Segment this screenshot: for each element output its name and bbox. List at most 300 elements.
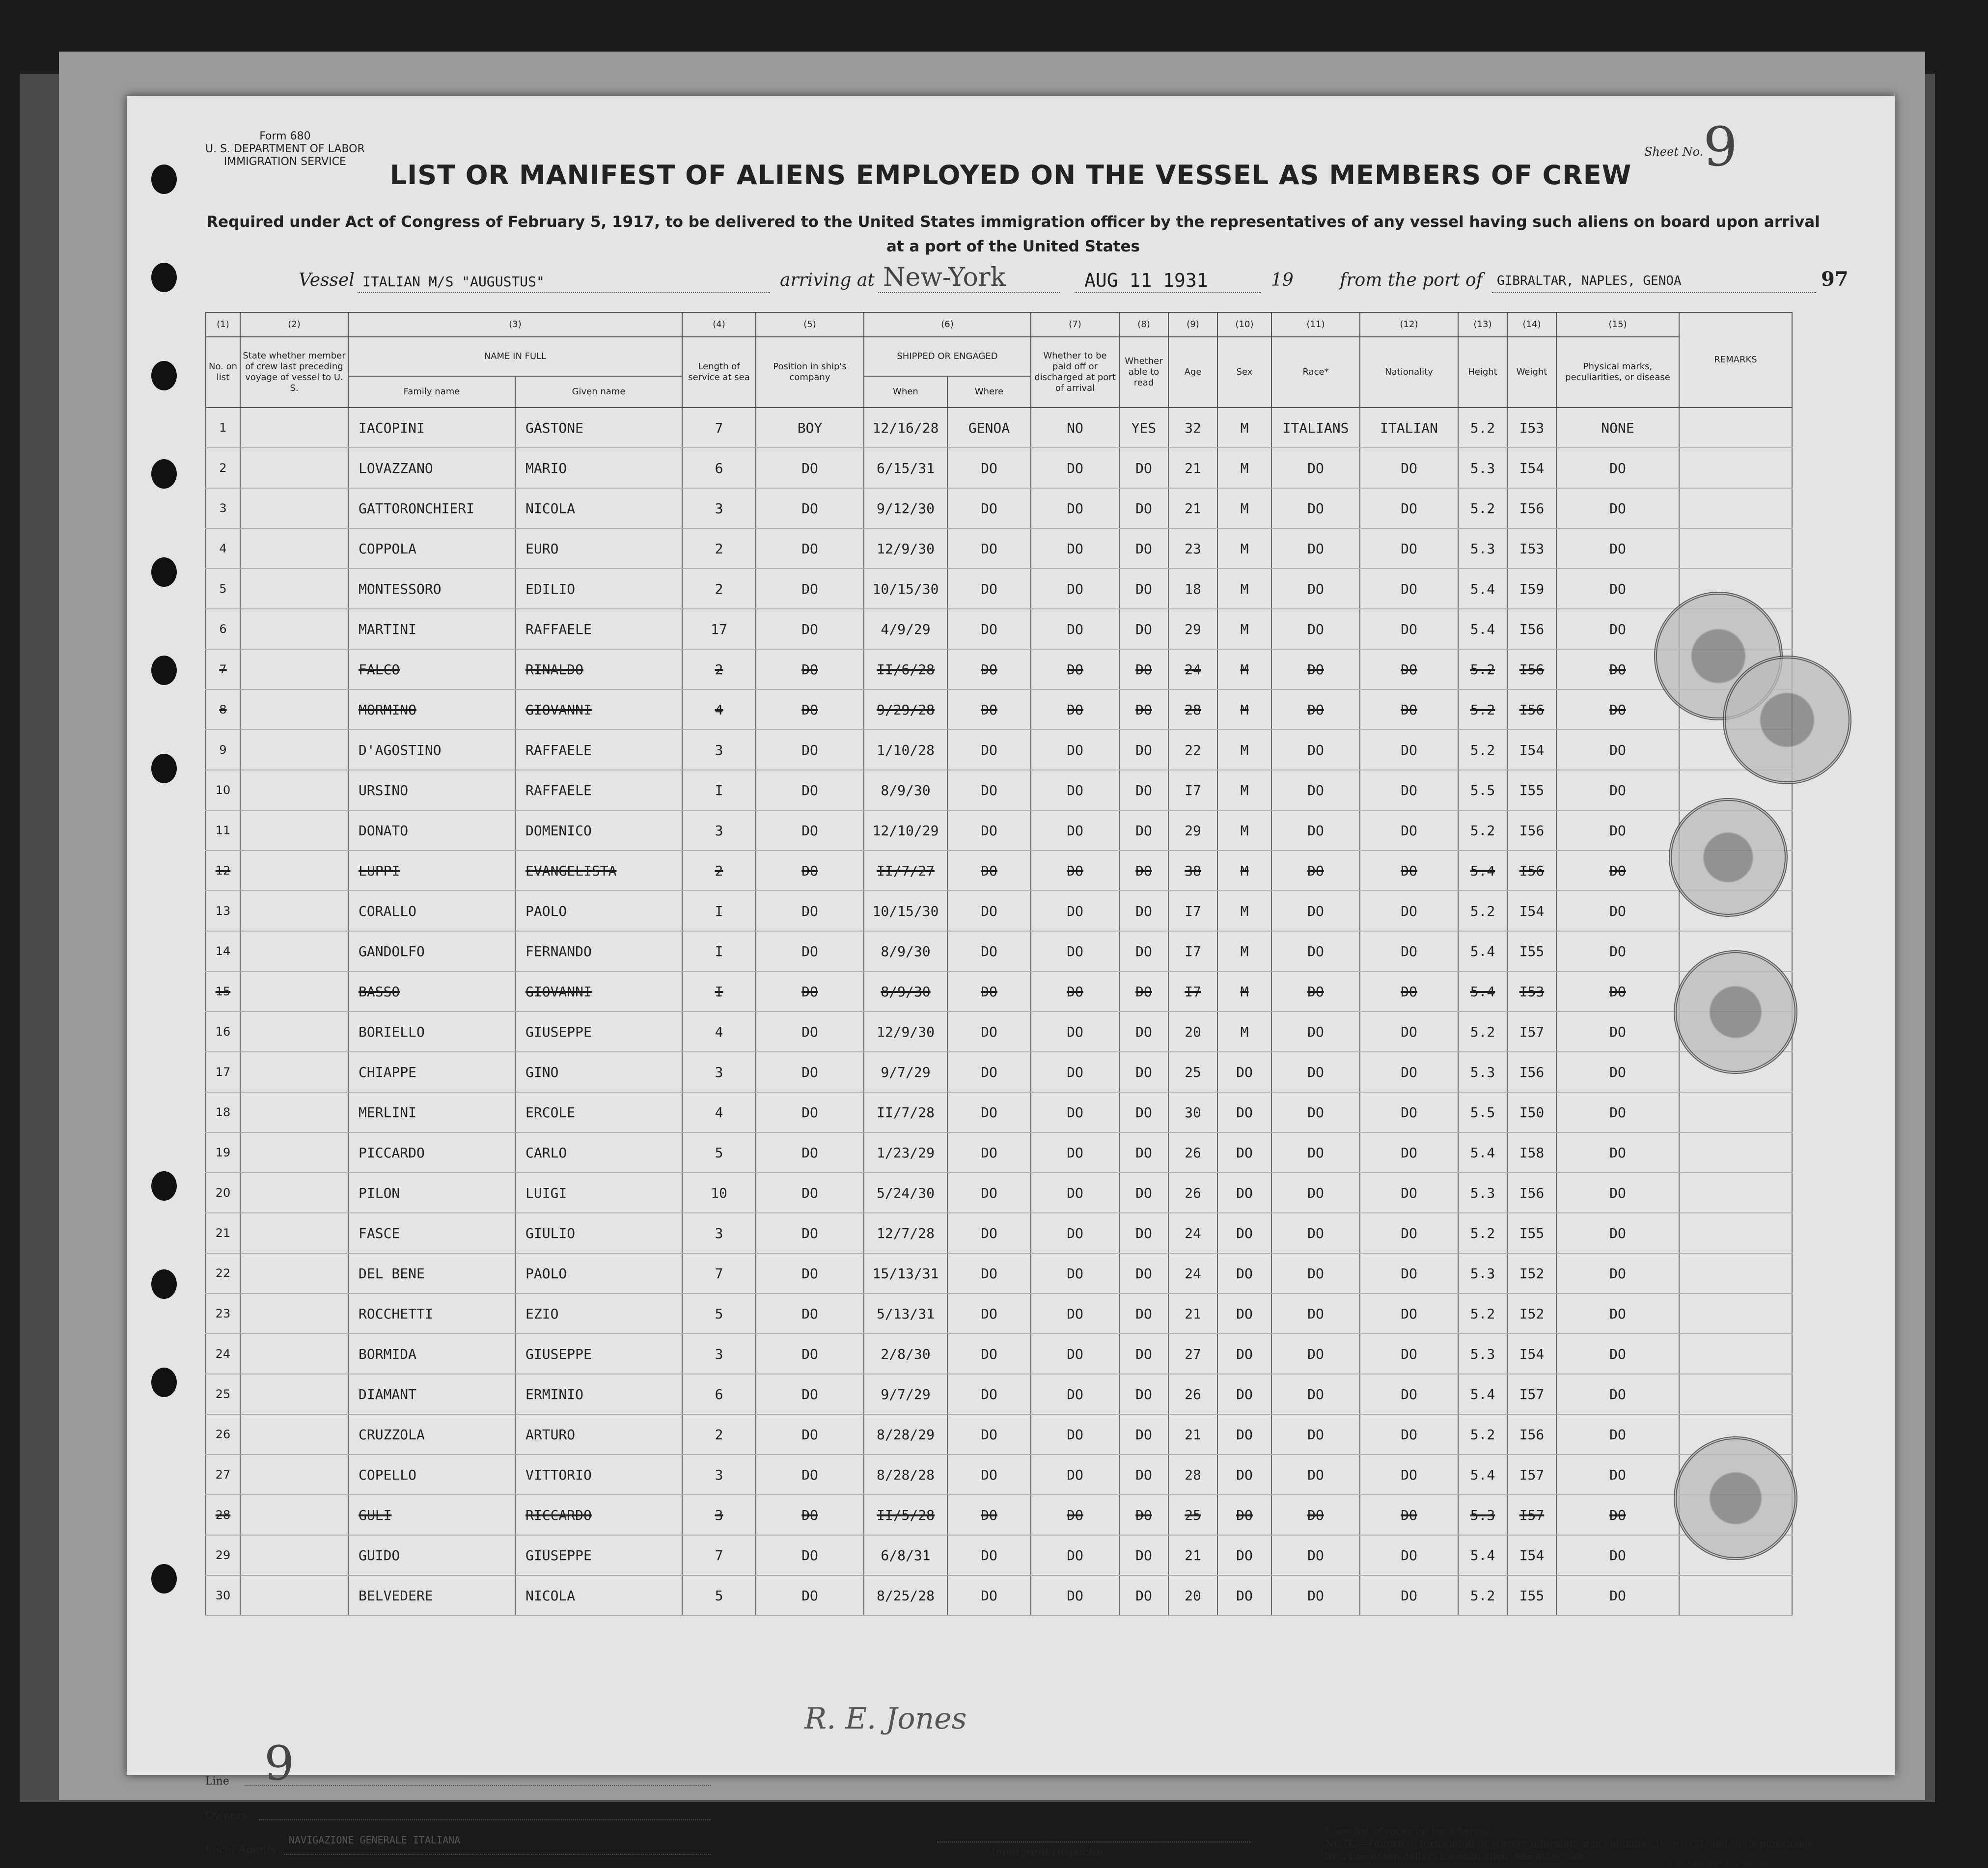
able-to-read-cell: DO — [1119, 609, 1168, 649]
able-to-read-cell: DO — [1119, 569, 1168, 609]
shipped-when-cell: 15/13/31 — [864, 1253, 947, 1293]
nationality-cell: DO — [1360, 1092, 1458, 1132]
age-cell: 21 — [1168, 1535, 1217, 1575]
list-number-cell: 7 — [206, 649, 240, 689]
list-number-cell: 28 — [206, 1495, 240, 1535]
sex-cell: DO — [1217, 1455, 1271, 1495]
physical-marks-cell: DO — [1556, 730, 1679, 770]
race-cell: DO — [1271, 1455, 1360, 1495]
family-name-cell: IACOPINI — [348, 408, 515, 448]
nationality-cell: DO — [1360, 1213, 1458, 1253]
shipped-when-cell: 10/15/30 — [864, 891, 947, 931]
nationality-cell: DO — [1360, 1012, 1458, 1052]
given-name-cell: LUIGI — [515, 1173, 682, 1213]
nationality-cell: DO — [1360, 810, 1458, 851]
given-name-cell: PAOLO — [515, 1253, 682, 1293]
shipped-when-cell: 9/12/30 — [864, 488, 947, 528]
nationality-cell: DO — [1360, 488, 1458, 528]
page-title: LIST OR MANIFEST OF ALIENS EMPLOYED ON THE VESSEL AS MEMBERS OF CREW — [389, 160, 1632, 191]
list-number-cell: 26 — [206, 1414, 240, 1455]
shipped-where-cell: DO — [947, 1253, 1031, 1293]
vessel-underline — [358, 292, 770, 293]
paid-off-cell: DO — [1031, 569, 1119, 609]
shipped-when-cell: II/5/28 — [864, 1495, 947, 1535]
shipped-where-cell: DO — [947, 971, 1031, 1012]
table-row — [206, 689, 1792, 730]
given-name-cell: EVANGELISTA — [515, 851, 682, 891]
previous-voyage-cell — [240, 971, 348, 1012]
family-name-cell: FASCE — [348, 1213, 515, 1253]
list-number-cell: 16 — [206, 1012, 240, 1052]
col-1-number: (1) — [206, 312, 240, 337]
sex-cell: M — [1217, 1012, 1271, 1052]
shipped-when-cell: 12/7/28 — [864, 1213, 947, 1253]
race-cell: DO — [1271, 1132, 1360, 1173]
paid-off-cell: DO — [1031, 1374, 1119, 1414]
nationality-cell: DO — [1360, 1374, 1458, 1414]
given-name-cell: RICCARDO — [515, 1495, 682, 1535]
shipped-where-cell: DO — [947, 1334, 1031, 1374]
given-name-cell: CARLO — [515, 1132, 682, 1173]
sheet-number: 9 — [1703, 115, 1738, 178]
table-row — [206, 931, 1792, 971]
service-length-cell: 6 — [682, 448, 756, 488]
table-row — [206, 1052, 1792, 1092]
previous-voyage-cell — [240, 528, 348, 569]
paid-off-cell: NO — [1031, 408, 1119, 448]
paid-off-cell: DO — [1031, 1293, 1119, 1334]
position-cell: DO — [756, 1293, 864, 1334]
service-length-cell: 7 — [682, 408, 756, 448]
height-cell: 5.2 — [1458, 891, 1507, 931]
family-name-cell: MARTINI — [348, 609, 515, 649]
col-6-number: (6) — [864, 312, 1031, 337]
sex-cell: M — [1217, 649, 1271, 689]
height-cell: 5.4 — [1458, 851, 1507, 891]
service-length-cell: I — [682, 770, 756, 810]
family-name-cell: PICCARDO — [348, 1132, 515, 1173]
remarks-cell — [1679, 1253, 1792, 1293]
table-header — [206, 312, 1792, 408]
service-length-cell: 2 — [682, 569, 756, 609]
weight-cell: I56 — [1507, 609, 1556, 649]
service-length-cell: 6 — [682, 1374, 756, 1414]
list-number-cell: 1 — [206, 408, 240, 448]
service-length-cell: 7 — [682, 1535, 756, 1575]
nationality-cell: DO — [1360, 1535, 1458, 1575]
binder-hole — [151, 656, 177, 685]
able-to-read-cell: DO — [1119, 770, 1168, 810]
binder-hole — [151, 557, 177, 587]
table-row — [206, 528, 1792, 569]
age-cell: I7 — [1168, 891, 1217, 931]
weight-cell: I57 — [1507, 1012, 1556, 1052]
shipped-when-cell: 8/28/28 — [864, 1455, 947, 1495]
consulate-stamp — [1674, 1436, 1797, 1560]
list-number-cell: 9 — [206, 730, 240, 770]
weight-cell: I54 — [1507, 730, 1556, 770]
shipped-where-cell: DO — [947, 1092, 1031, 1132]
age-cell: 20 — [1168, 1575, 1217, 1616]
position-cell: DO — [756, 1374, 864, 1414]
age-cell: I7 — [1168, 971, 1217, 1012]
race-cell: DO — [1271, 488, 1360, 528]
race-cell: DO — [1271, 931, 1360, 971]
shipped-when-cell: 2/8/30 — [864, 1334, 947, 1374]
paid-off-cell: DO — [1031, 1495, 1119, 1535]
previous-voyage-cell — [240, 408, 348, 448]
shipped-when-cell: 8/9/30 — [864, 971, 947, 1012]
physical-marks-cell: DO — [1556, 1213, 1679, 1253]
previous-voyage-cell — [240, 1293, 348, 1334]
race-cell: DO — [1271, 1374, 1360, 1414]
paid-off-cell: DO — [1031, 649, 1119, 689]
family-name-cell: GATTORONCHIERI — [348, 488, 515, 528]
race-cell: DO — [1271, 1173, 1360, 1213]
shipped-when-cell: 9/7/29 — [864, 1052, 947, 1092]
race-cell: DO — [1271, 1575, 1360, 1616]
able-to-read-header: Whether able to read — [1119, 337, 1168, 408]
family-name-cell: URSINO — [348, 770, 515, 810]
paid-off-cell: DO — [1031, 1414, 1119, 1455]
position-cell: DO — [756, 609, 864, 649]
able-to-read-cell: DO — [1119, 891, 1168, 931]
weight-cell: I56 — [1507, 1414, 1556, 1455]
list-number-cell: 4 — [206, 528, 240, 569]
age-cell: 28 — [1168, 1455, 1217, 1495]
service-length-cell: 10 — [682, 1173, 756, 1213]
paid-off-cell: DO — [1031, 1092, 1119, 1132]
previous-voyage-cell — [240, 1213, 348, 1253]
position-cell: DO — [756, 1253, 864, 1293]
weight-cell: I55 — [1507, 1213, 1556, 1253]
previous-voyage-cell — [240, 1334, 348, 1374]
list-number-cell: 19 — [206, 1132, 240, 1173]
family-name-cell: PILON — [348, 1173, 515, 1213]
table-row — [206, 609, 1792, 649]
table-row — [206, 649, 1792, 689]
paid-off-cell: DO — [1031, 1012, 1119, 1052]
nationality-cell: DO — [1360, 770, 1458, 810]
sex-cell: M — [1217, 408, 1271, 448]
nationality-cell: DO — [1360, 730, 1458, 770]
paid-off-cell: DO — [1031, 1334, 1119, 1374]
nationality-cell: DO — [1360, 931, 1458, 971]
table-row — [206, 1455, 1792, 1495]
height-cell: 5.3 — [1458, 1253, 1507, 1293]
shipped-when-cell: 12/9/30 — [864, 1012, 947, 1052]
sex-cell: M — [1217, 569, 1271, 609]
given-name-cell: ERMINIO — [515, 1374, 682, 1414]
physical-marks-cell: DO — [1556, 448, 1679, 488]
given-name-cell: GIUSEPPE — [515, 1334, 682, 1374]
list-number-cell: 23 — [206, 1293, 240, 1334]
weight-cell: I56 — [1507, 1173, 1556, 1213]
list-number-cell: 17 — [206, 1052, 240, 1092]
shipped-where-cell: DO — [947, 448, 1031, 488]
position-cell: DO — [756, 1334, 864, 1374]
race-cell: DO — [1271, 1012, 1360, 1052]
weight-cell: I52 — [1507, 1293, 1556, 1334]
position-cell: DO — [756, 1535, 864, 1575]
list-number-cell: 30 — [206, 1575, 240, 1616]
shipped-where-cell: DO — [947, 1535, 1031, 1575]
penalty-note: NOTE.—Failure to furnish full or correct information in columns (3), (6), (7), and (8) is punishable by a fine of ten dollars for each alien. See other side. — [1325, 1838, 1814, 1862]
previous-voyage-header: State whether member of crew last preceding voyage of vessel to U. S. — [240, 337, 348, 408]
family-name-cell: BORMIDA — [348, 1334, 515, 1374]
physical-marks-cell: DO — [1556, 569, 1679, 609]
binder-hole — [151, 754, 177, 783]
shipped-where-cell: DO — [947, 689, 1031, 730]
age-cell: 27 — [1168, 1334, 1217, 1374]
paid-off-cell: DO — [1031, 528, 1119, 569]
able-to-read-cell: DO — [1119, 971, 1168, 1012]
departure-underline — [1492, 292, 1816, 293]
service-length-cell: 5 — [682, 1575, 756, 1616]
family-name-cell: GULI — [348, 1495, 515, 1535]
age-cell: 23 — [1168, 528, 1217, 569]
table-row — [206, 1334, 1792, 1374]
physical-marks-cell: DO — [1556, 1414, 1679, 1455]
list-number-cell: 27 — [206, 1455, 240, 1495]
previous-voyage-cell — [240, 1253, 348, 1293]
vessel-label: Vessel — [299, 270, 355, 290]
sex-cell: M — [1217, 810, 1271, 851]
given-name-cell: ARTURO — [515, 1414, 682, 1455]
nationality-cell: DO — [1360, 1173, 1458, 1213]
vessel-name: ITALIAN M/S "AUGUSTUS" — [362, 274, 545, 290]
given-name-cell: GIULIO — [515, 1213, 682, 1253]
able-to-read-cell: DO — [1119, 1293, 1168, 1334]
given-name-cell: RAFFAELE — [515, 609, 682, 649]
height-cell: 5.2 — [1458, 488, 1507, 528]
list-number-cell: 29 — [206, 1535, 240, 1575]
shipped-where-cell: DO — [947, 1414, 1031, 1455]
physical-marks-cell: DO — [1556, 851, 1679, 891]
physical-marks-cell: DO — [1556, 1092, 1679, 1132]
family-name-cell: DONATO — [348, 810, 515, 851]
age-cell: 21 — [1168, 488, 1217, 528]
list-number-cell: 10 — [206, 770, 240, 810]
shipped-when-cell: 9/29/28 — [864, 689, 947, 730]
paid-off-cell: DO — [1031, 488, 1119, 528]
age-cell: 25 — [1168, 1495, 1217, 1535]
position-cell: DO — [756, 810, 864, 851]
race-cell: DO — [1271, 1334, 1360, 1374]
previous-voyage-cell — [240, 488, 348, 528]
previous-voyage-cell — [240, 569, 348, 609]
sex-cell: DO — [1217, 1575, 1271, 1616]
race-cell: DO — [1271, 770, 1360, 810]
shipped-when-cell: II/6/28 — [864, 649, 947, 689]
weight-header: Weight — [1507, 337, 1556, 408]
position-cell: DO — [756, 770, 864, 810]
physical-marks-cell: NONE — [1556, 408, 1679, 448]
height-cell: 5.3 — [1458, 1173, 1507, 1213]
physical-marks-header: Physical marks, peculiarities, or disease — [1556, 337, 1679, 408]
physical-marks-cell: DO — [1556, 891, 1679, 931]
physical-marks-cell: DO — [1556, 1253, 1679, 1293]
previous-voyage-cell — [240, 730, 348, 770]
sex-cell: DO — [1217, 1414, 1271, 1455]
paid-off-cell: DO — [1031, 1213, 1119, 1253]
binder-hole — [151, 1564, 177, 1593]
service-length-cell: 3 — [682, 730, 756, 770]
table-row — [206, 1092, 1792, 1132]
col-15-number: (15) — [1556, 312, 1679, 337]
previous-voyage-cell — [240, 1495, 348, 1535]
table-row — [206, 1414, 1792, 1455]
sex-cell: DO — [1217, 1213, 1271, 1253]
weight-cell: I50 — [1507, 1092, 1556, 1132]
able-to-read-cell: DO — [1119, 810, 1168, 851]
race-cell: DO — [1271, 730, 1360, 770]
inspector-underline — [937, 1841, 1251, 1842]
weight-cell: I57 — [1507, 1455, 1556, 1495]
able-to-read-cell: DO — [1119, 1253, 1168, 1293]
line-underline — [245, 1785, 711, 1786]
sex-cell: M — [1217, 730, 1271, 770]
physical-marks-cell: DO — [1556, 528, 1679, 569]
race-header: Race* — [1271, 337, 1360, 408]
binder-hole — [151, 1171, 177, 1201]
service-length-cell: 2 — [682, 528, 756, 569]
list-number-cell: 25 — [206, 1374, 240, 1414]
shipped-where-cell: DO — [947, 1012, 1031, 1052]
table-row — [206, 730, 1792, 770]
nationality-cell: DO — [1360, 448, 1458, 488]
service-length-cell: 3 — [682, 1334, 756, 1374]
weight-cell: I53 — [1507, 971, 1556, 1012]
previous-voyage-cell — [240, 810, 348, 851]
physical-marks-cell: DO — [1556, 1052, 1679, 1092]
table-row — [206, 448, 1792, 488]
year-prefix: 19 — [1271, 270, 1294, 290]
height-cell: 5.2 — [1458, 689, 1507, 730]
sex-cell: DO — [1217, 1535, 1271, 1575]
weight-cell: I59 — [1507, 569, 1556, 609]
age-cell: 24 — [1168, 1253, 1217, 1293]
race-cell: DO — [1271, 1495, 1360, 1535]
age-cell: I7 — [1168, 931, 1217, 971]
shipped-when-cell: II/7/27 — [864, 851, 947, 891]
service-length-cell: 4 — [682, 689, 756, 730]
list-number-cell: 5 — [206, 569, 240, 609]
list-number-cell: 12 — [206, 851, 240, 891]
family-name-cell: DIAMANT — [348, 1374, 515, 1414]
service-length-cell: I — [682, 931, 756, 971]
able-to-read-cell: DO — [1119, 1374, 1168, 1414]
inspector-label: Immigrant Inspector. — [991, 1846, 1107, 1859]
table-row — [206, 971, 1792, 1012]
col-9-number: (9) — [1168, 312, 1217, 337]
age-cell: 32 — [1168, 408, 1217, 448]
position-cell: DO — [756, 569, 864, 609]
remarks-header: REMARKS — [1679, 312, 1792, 408]
height-header: Height — [1458, 337, 1507, 408]
owners-underline — [259, 1819, 711, 1820]
given-name-cell: RAFFAELE — [515, 730, 682, 770]
age-cell: 20 — [1168, 1012, 1217, 1052]
position-cell: DO — [756, 851, 864, 891]
height-cell: 5.4 — [1458, 1374, 1507, 1414]
service-length-cell: 3 — [682, 1455, 756, 1495]
table-row — [206, 1495, 1792, 1535]
previous-voyage-cell — [240, 689, 348, 730]
shipped-where-cell: DO — [947, 1213, 1031, 1253]
paid-off-cell: DO — [1031, 1455, 1119, 1495]
age-cell: 38 — [1168, 851, 1217, 891]
height-cell: 5.2 — [1458, 1414, 1507, 1455]
physical-marks-cell: DO — [1556, 488, 1679, 528]
height-cell: 5.2 — [1458, 1213, 1507, 1253]
able-to-read-cell: YES — [1119, 408, 1168, 448]
paid-off-cell: DO — [1031, 448, 1119, 488]
height-cell: 5.4 — [1458, 931, 1507, 971]
list-number-cell: 13 — [206, 891, 240, 931]
age-cell: 24 — [1168, 1213, 1217, 1253]
previous-voyage-cell — [240, 770, 348, 810]
age-cell: 29 — [1168, 609, 1217, 649]
departure-ports: GIBRALTAR, NAPLES, GENOA — [1497, 274, 1682, 288]
table-row — [206, 1213, 1792, 1253]
age-cell: I7 — [1168, 770, 1217, 810]
physical-marks-cell: DO — [1556, 971, 1679, 1012]
remarks-cell — [1679, 448, 1792, 488]
age-header: Age — [1168, 337, 1217, 408]
service-length-cell: 4 — [682, 1092, 756, 1132]
col-11-number: (11) — [1271, 312, 1360, 337]
height-cell: 5.4 — [1458, 1535, 1507, 1575]
given-name-cell: EDILIO — [515, 569, 682, 609]
family-name-cell: BORIELLO — [348, 1012, 515, 1052]
shipped-when-cell: 8/28/29 — [864, 1414, 947, 1455]
able-to-read-cell: DO — [1119, 1495, 1168, 1535]
paid-off-header: Whether to be paid off or discharged at port of arrival — [1031, 337, 1119, 408]
list-number-cell: 18 — [206, 1092, 240, 1132]
shipped-when-cell: 1/10/28 — [864, 730, 947, 770]
nationality-cell: DO — [1360, 1575, 1458, 1616]
crew-manifest-table — [205, 312, 1793, 1616]
remarks-cell — [1679, 1575, 1792, 1616]
age-cell: 21 — [1168, 1293, 1217, 1334]
given-name-cell: GASTONE — [515, 408, 682, 448]
shipped-when-cell: 4/9/29 — [864, 609, 947, 649]
family-name-cell: GUIDO — [348, 1535, 515, 1575]
table-row — [206, 1293, 1792, 1334]
sex-cell: DO — [1217, 1092, 1271, 1132]
list-number-cell: 8 — [206, 689, 240, 730]
owners-label: Owners — [205, 1810, 248, 1822]
height-cell: 5.5 — [1458, 1092, 1507, 1132]
shipped-when-cell: II/7/28 — [864, 1092, 947, 1132]
race-cell: DO — [1271, 528, 1360, 569]
able-to-read-cell: DO — [1119, 1012, 1168, 1052]
able-to-read-cell: DO — [1119, 730, 1168, 770]
family-name-cell: CHIAPPE — [348, 1052, 515, 1092]
when-header: When — [864, 376, 947, 408]
shipped-where-cell: DO — [947, 1495, 1031, 1535]
family-name-cell: GANDOLFO — [348, 931, 515, 971]
previous-voyage-cell — [240, 1132, 348, 1173]
given-name-cell: GIOVANNI — [515, 971, 682, 1012]
paid-off-cell: DO — [1031, 891, 1119, 931]
age-cell: 22 — [1168, 730, 1217, 770]
service-length-cell: 17 — [682, 609, 756, 649]
weight-cell: I56 — [1507, 649, 1556, 689]
able-to-read-cell: DO — [1119, 1334, 1168, 1374]
family-name-cell: COPPOLA — [348, 528, 515, 569]
